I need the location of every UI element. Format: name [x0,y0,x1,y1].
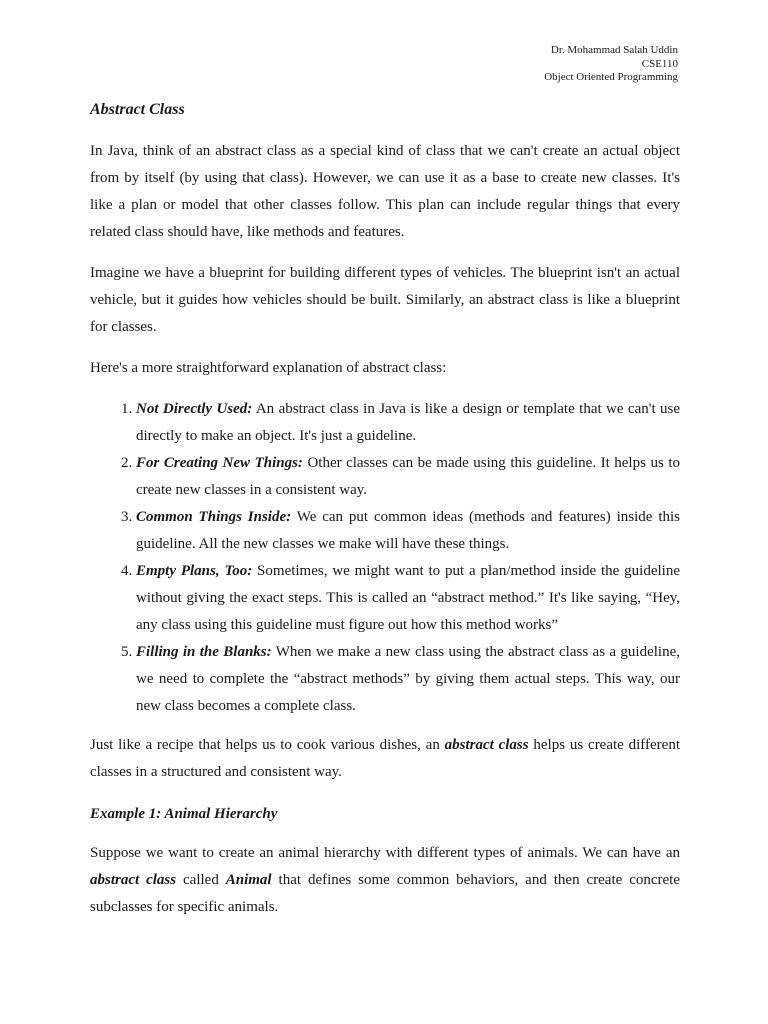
page-header [544,44,678,85]
recipe-text-before: Just like a recipe that helps us to cook various dishes, an [90,737,445,753]
list-item-text: An abstract class in Java is like a design or template that we can't use directly to make an object. It's just a guideline. [136,401,681,444]
course-name: Object Oriented Programming [544,71,678,83]
course-code: CSE110 [641,57,678,70]
example-heading: Example 1: Animal Hierarchy [90,806,278,822]
section-title: Abstract Class [90,101,185,118]
recipe-paragraph [90,732,680,786]
recipe-text-after: helps us create different classes in a structured and consistent way. [90,737,680,780]
example-emphasis-animal: Animal [225,872,272,888]
example-paragraph [90,840,680,921]
list-item [136,450,680,504]
blueprint-paragraph: Imagine we have a blueprint for building different types of vehicles. The blueprint isn't an actual vehicle, but it guides how vehicles should be built. Similarly, an abstract class is like a blueprint for classes. [90,265,680,335]
example-text-after: that defines some common behaviors, and then create concrete subclasses for specific animals. [90,872,680,915]
explanation-list [90,396,680,720]
list-item [136,504,680,558]
list-item-text: We can put common ideas (methods and features) inside this guideline. All the new classes we make will have these things. [136,509,681,552]
document-body [90,100,680,935]
list-item-term: Not Directly Used: [136,401,253,417]
list-item-text: Sometimes, we might want to put a plan/method inside the guideline without giving the exact steps. This is called an “abstract method.” It's like saying, “Hey, any class using this guideline must figure out how this method works” [136,563,680,633]
list-item-term: Common Things Inside: [136,509,292,525]
list-item-term: Empty Plans, Too: [136,563,253,579]
list-item-term: For Creating New Things: [136,455,303,471]
list-item [136,396,680,450]
example-text-before: Suppose we want to create an animal hierarchy with different types of animals. We can have an [90,845,680,861]
list-item-term: Filling in the Blanks: [136,644,272,660]
example-emphasis-abstract-class: abstract class [90,872,177,888]
list-item-text: Other classes can be made using this guideline. It helps us to create new classes in a consistent way. [136,455,680,498]
recipe-emphasis: abstract class [444,737,529,753]
list-item [136,558,680,639]
list-item-text: When we make a new class using the abstract class as a guideline, we need to complete the “abstract methods” by giving them actual steps. This way, our new class becomes a complete class. [136,644,680,714]
author-name: Dr. Mohammad Salah Uddin [550,44,678,56]
lead-in-paragraph: Here's a more straightforward explanation of abstract class: [90,360,447,376]
intro-paragraph: In Java, think of an abstract class as a special kind of class that we can't create an actual object from by itself (by using that class). However, we can use it as a base to create new classes. It's like a plan or model that other classes follow. This plan can include regular things that every related class should have, like methods and features. [90,143,680,240]
list-item [136,639,680,720]
example-text-mid: called [176,872,226,888]
